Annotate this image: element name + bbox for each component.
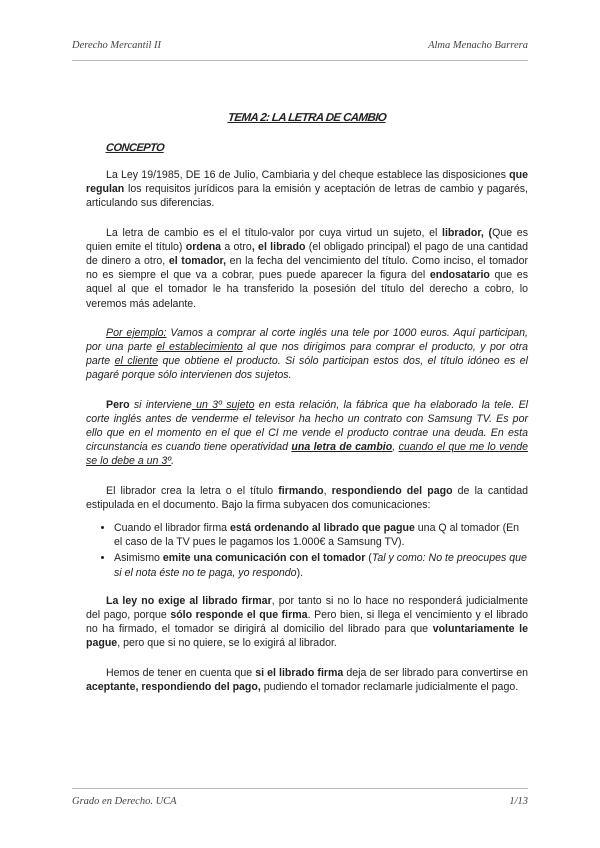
- header-author: Alma Menacho Barrera: [428, 40, 528, 51]
- paragraph-ley: La ley no exige al librado firmar, por tanto si no lo hace no responderá judicialmente del pago, porque sólo responde el que firma. Pero bien, si llega el vencimiento y el librado no ha firmado, el tomador se dirigirá al domicilio del librado para que voluntariamente le pague, pero que si no quiere, se lo exigirá al librador.: [86, 594, 529, 650]
- paragraph-librador: El librador crea la letra o el título firmando, respondiendo del pago de la cantidad estipulada en el documento. Bajo la firma subyacen dos comunicaciones:: [86, 484, 528, 511]
- paragraph-2: La letra de cambio es el el título-valor por cuya virtud un sujeto, el librador, (Que es quien emite el título) ordena a otro, el librado (el obligado principal) el pago de una cantidad de dinero a otro, el tomador, en la fecha del vencimiento del título. Como inciso, el tomador no es siempre el que va a cobrar, pues puede aparecer la figura del endosatario que es aquel al que el tomador le ha transferido la posesión del título del derecho a cobro, lo veremos más adelante.: [86, 226, 528, 310]
- footer-degree: Grado en Derecho. UCA: [72, 796, 177, 807]
- paragraph-example: Por ejemplo: Vamos a comprar al corte inglés una tele por 1000 euros. Aquí participan, por una parte el establecimiento al que nos dirigimos para comprar el producto, y por otra parte el cliente que obtiene el producto. Si sólo participan estos dos, el título idóneo es el pagaré porque sólo intervienen dos sujetos.: [86, 326, 528, 382]
- list-item: • Asimismo emite una comunicación con el tomador (Tal y como: No te preocupes que si el nota éste no te paga, yo respondo).: [114, 551, 528, 579]
- paragraph-1: La Ley 19/1985, DE 16 de Julio, Cambiaria y del cheque establece las disposiciones que regulan los requisitos jurídicos para la emisión y aceptación de letras de cambio y pagarés, articulando sus diferencias.: [86, 169, 528, 210]
- page-title: TEMA 2: LA LETRA DE CAMBIO: [227, 112, 387, 124]
- header-course: Derecho Mercantil II: [72, 40, 162, 51]
- section-heading: CONCEPTO: [105, 142, 165, 154]
- document-body: [86, 112, 528, 709]
- page-number: 1/13: [509, 796, 528, 807]
- paragraph-aceptante: Hemos de tener en cuenta que si el librado firma deja de ser librado para convertirse en aceptante, respondiendo del pago, pudiendo el tomador reclamarle judicialmente el pago.: [86, 666, 528, 693]
- footer-divider: [72, 788, 528, 789]
- communications-list: [86, 521, 528, 580]
- paragraph-third-party: Pero si interviene un 3º sujeto en esta relación, la fábrica que ha elaborado la tele. El corte inglés antes de venderme el televisor ha hecho un contrato con Samsung TV. Es por ello que en el momento en el que el CI me vende el producto contrae una deuda. En esta circunstancia es cuando tiene operatividad una letra de cambio, cuando el que me lo vende se lo debe a un 3º.: [86, 398, 528, 468]
- list-item: • Cuando el librador firma está ordenando al librado que pague una Q al tomador (En el caso de la TV pues le pagamos los 1.000€ a Samsung TV).: [114, 521, 528, 549]
- header-divider: [72, 60, 528, 61]
